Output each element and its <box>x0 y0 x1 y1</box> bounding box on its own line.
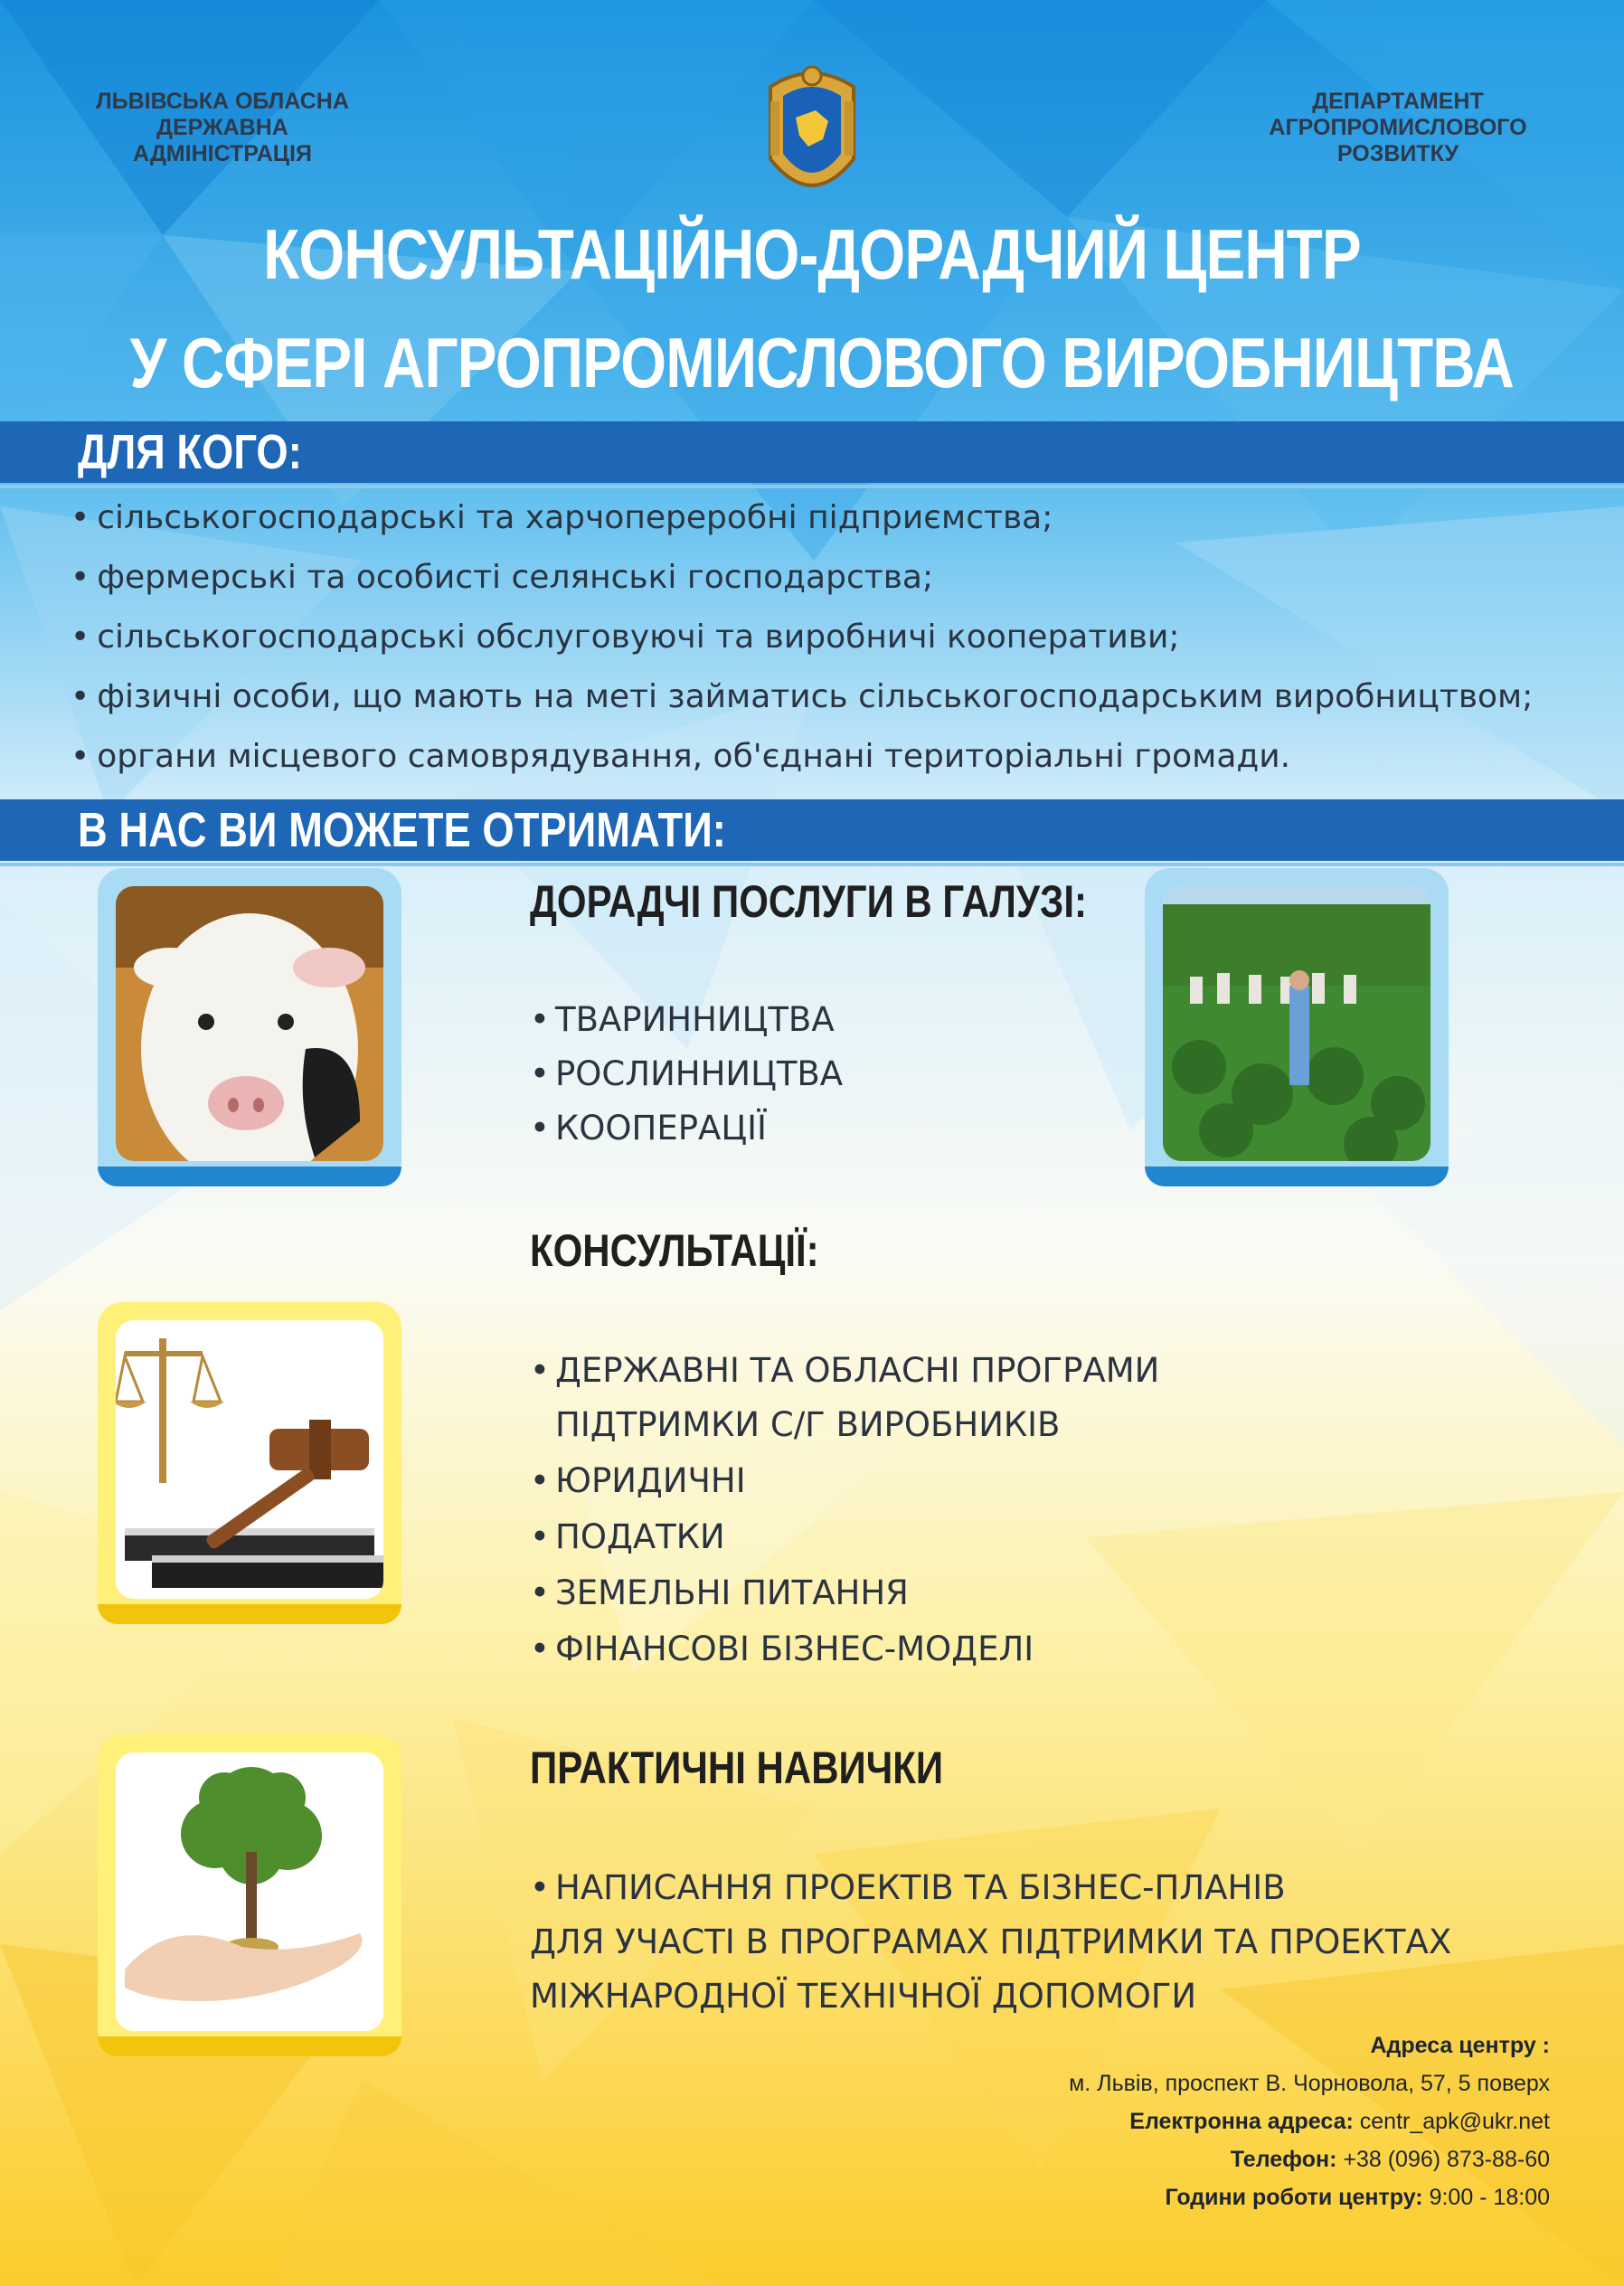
offer-heading: В НАС ВИ МОЖЕТЕ ОТРИМАТИ: <box>78 803 726 857</box>
org-right-line: АГРОПРОМИСЛОВОГО <box>1269 115 1527 140</box>
bullet: • <box>530 1461 550 1500</box>
bullet: • <box>71 559 90 596</box>
audience-item: • фізичні особи, що мають на меті займатись сільськогосподарським виробництвом; <box>71 678 1534 715</box>
phone-number[interactable]: +38 (096) 873-88-60 <box>1343 2147 1550 2172</box>
main-title-line-2: У СФЕРІ АГРОПРОМИСЛОВОГО ВИРОБНИЦТВА <box>129 323 1514 402</box>
bullet: • <box>530 1629 550 1668</box>
practical-line: МІЖНАРОДНОЇ ТЕХНІЧНОЇ ДОПОМОГИ <box>530 1977 1197 2016</box>
consultation-item: • ДЕРЖАВНІ ТА ОБЛАСНІ ПРОГРАМИ <box>530 1351 1160 1390</box>
coat-of-arms-icon <box>752 60 872 212</box>
email-line <box>1129 2109 1550 2135</box>
practical-line: ДЛЯ УЧАСТІ В ПРОГРАМАХ ПІДТРИМКИ ТА ПРОЕКТАХ <box>530 1922 1452 1961</box>
audience-item: • сільськогосподарські обслуговуючі та виробничі кооперативи; <box>71 619 1180 656</box>
org-right-line: РОЗВИТКУ <box>1336 141 1459 166</box>
email-link[interactable]: centr_apk@ukr.net <box>1359 2109 1550 2134</box>
advisory-item: • РОСЛИННИЦТВА <box>530 1054 844 1093</box>
bullet: • <box>71 619 90 656</box>
consultation-item: • ЗЕМЕЛЬНІ ПИТАННЯ <box>530 1573 909 1612</box>
advisory-item: • ТВАРИННИЦТВА <box>530 1000 835 1039</box>
email-label: Електронна адреса: <box>1129 2109 1354 2134</box>
bullet: • <box>530 1868 550 1907</box>
bullet: • <box>530 1109 550 1148</box>
consultation-item: • ПОДАТКИ <box>530 1517 725 1556</box>
address: м. Львів, проспект В. Чорновола, 57, 5 поверх <box>1069 2071 1550 2096</box>
phone-line <box>1231 2147 1550 2173</box>
tree-photo-frame <box>98 1734 401 2056</box>
audience-item: • органи місцевого самоврядування, об'єднані територіальні громади. <box>71 738 1291 775</box>
bullet: • <box>530 1517 550 1556</box>
consultation-item: • ФІНАНСОВІ БІЗНЕС-МОДЕЛІ <box>530 1629 1034 1668</box>
audience-item: • фермерські та особисті селянські господарства; <box>71 559 934 596</box>
hours-value: 9:00 - 18:00 <box>1429 2185 1550 2210</box>
hours-label: Години роботи центру: <box>1165 2185 1423 2210</box>
bullet: • <box>530 1351 550 1390</box>
bullet: • <box>530 1000 550 1039</box>
address-label: Адреса центру : <box>1370 2033 1550 2058</box>
org-right-line: ДЕПАРТАМЕНТ <box>1312 89 1484 114</box>
field-photo-frame <box>1145 868 1449 1186</box>
consultations-title: КОНСУЛЬТАЦІЇ: <box>530 1225 819 1276</box>
bullet: • <box>71 499 90 536</box>
hours-line <box>1165 2185 1550 2211</box>
org-left-line: ЛЬВІВСЬКА ОБЛАСНА <box>96 89 349 114</box>
bullet: • <box>530 1054 550 1093</box>
cow-photo <box>116 886 383 1161</box>
org-left <box>60 89 385 167</box>
bullet: • <box>71 738 90 775</box>
consultation-item-continued: ПІДТРИМКИ С/Г ВИРОБНИКІВ <box>555 1405 1061 1444</box>
org-left-line: ДЕРЖАВНА <box>156 115 288 140</box>
main-title-line-1: КОНСУЛЬТАЦІЙНО-ДОРАДЧИЙ ЦЕНТР <box>263 214 1361 294</box>
audience-band <box>0 421 1624 483</box>
bullet: • <box>530 1573 550 1612</box>
org-right <box>1235 89 1561 167</box>
scales-photo-frame <box>98 1302 401 1624</box>
consultation-item: • ЮРИДИЧНІ <box>530 1461 746 1500</box>
advisory-title: ДОРАДЧІ ПОСЛУГИ В ГАЛУЗІ: <box>530 876 1087 927</box>
scales-gavel-photo <box>116 1320 383 1599</box>
audience-heading: ДЛЯ КОГО: <box>78 425 302 479</box>
tree-in-hand-photo <box>116 1752 383 2031</box>
field-photo <box>1163 886 1430 1161</box>
phone-label: Телефон: <box>1230 2147 1337 2172</box>
org-left-line: АДМІНІСТРАЦІЯ <box>133 141 312 166</box>
offer-band <box>0 799 1624 861</box>
audience-item: • сільськогосподарські та харчопереробні підприємства; <box>71 499 1053 536</box>
practical-line: • НАПИСАННЯ ПРОЕКТІВ ТА БІЗНЕС-ПЛАНІВ <box>530 1868 1286 1907</box>
bullet: • <box>71 678 90 715</box>
advisory-item: • КООПЕРАЦІЇ <box>530 1109 767 1148</box>
cow-photo-frame <box>98 868 401 1186</box>
practical-title: ПРАКТИЧНІ НАВИЧКИ <box>530 1743 944 1793</box>
